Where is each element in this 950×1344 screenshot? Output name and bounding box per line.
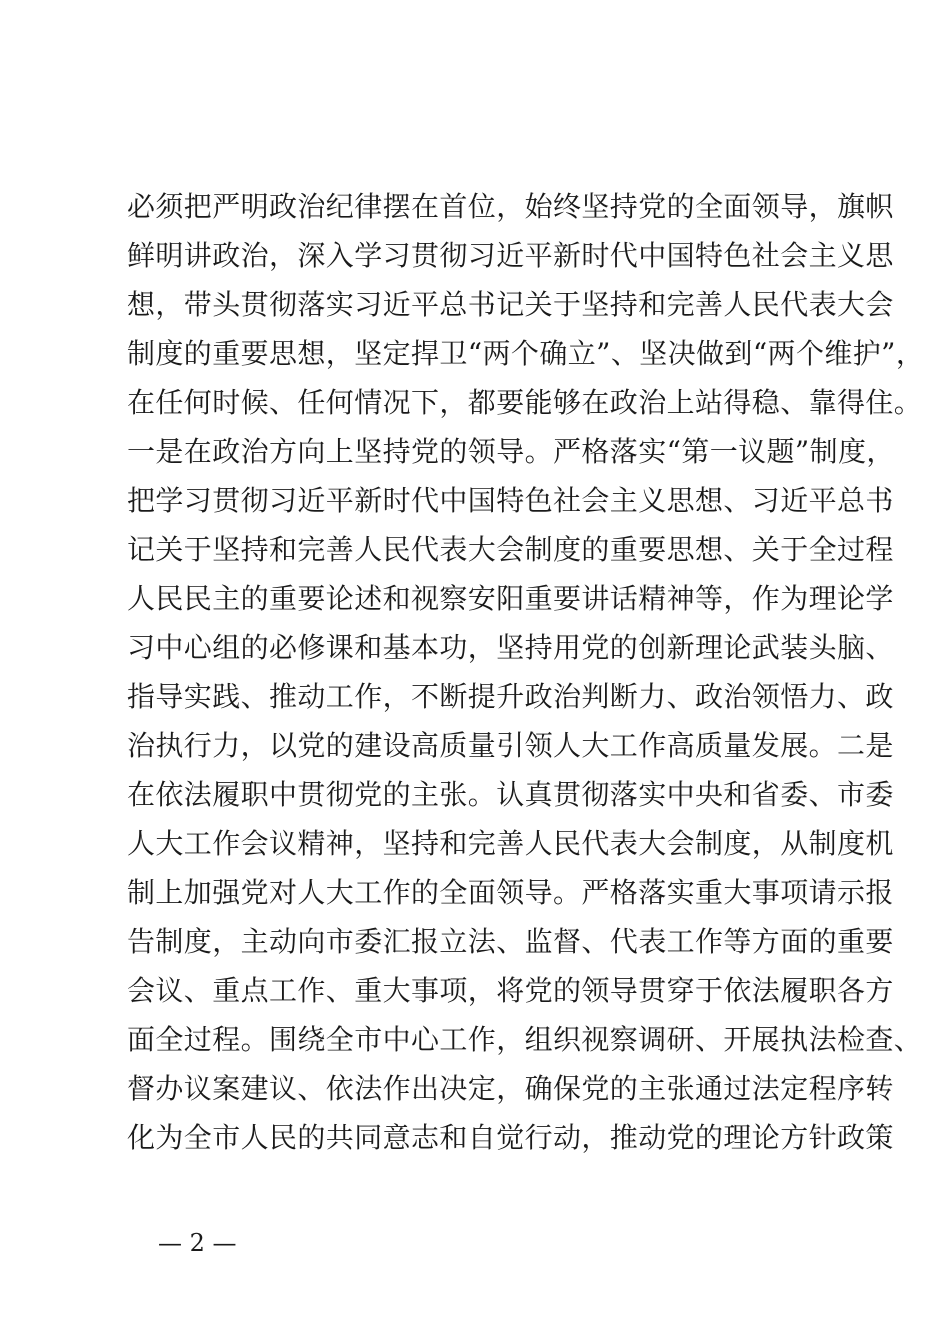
- text-line: 督办议案建议、依法作出决定，确保党的主张通过法定程序转: [127, 1072, 894, 1105]
- text-line: 人大工作会议精神，坚持和完善人民代表大会制度，从制度机: [127, 827, 894, 860]
- text-line: 制上加强党对人大工作的全面领导。严格落实重大事项请示报: [127, 876, 894, 909]
- page-number: — 2 —: [158, 1229, 237, 1257]
- text-line: 把学习贯彻习近平新时代中国特色社会主义思想、习近平总书: [127, 484, 894, 517]
- text-line: 在任何时候、任何情况下，都要能够在政治上站得稳、靠得住。: [127, 386, 923, 419]
- text-line: 面全过程。围绕全市中心工作，组织视察调研、开展执法检查、: [127, 1023, 923, 1056]
- text-line: 必须把严明政治纪律摆在首位，始终坚持党的全面领导，旗帜: [127, 190, 894, 223]
- text-line: 在依法履职中贯彻党的主张。认真贯彻落实中央和省委、市委: [127, 778, 894, 811]
- text-line: 人民民主的重要论述和视察安阳重要讲话精神等，作为理论学: [127, 582, 894, 615]
- text-line: 习中心组的必修课和基本功，坚持用党的创新理论武装头脑、: [127, 631, 894, 664]
- text-line: 鲜明讲政治，深入学习贯彻习近平新时代中国特色社会主义思: [127, 239, 894, 272]
- text-line: 告制度，主动向市委汇报立法、监督、代表工作等方面的重要: [127, 925, 894, 958]
- text-line: 一是在政治方向上坚持党的领导。严格落实“第一议题”制度，: [127, 435, 895, 468]
- text-line: 化为全市人民的共同意志和自觉行动，推动党的理论方针政策: [127, 1121, 894, 1154]
- body-text: [127, 182, 925, 1162]
- text-line: 记关于坚持和完善人民代表大会制度的重要思想、关于全过程: [127, 533, 894, 566]
- text-line: 指导实践、推动工作，不断提升政治判断力、政治领悟力、政: [127, 680, 894, 713]
- text-line: 制度的重要思想，坚定捍卫“两个确立”、坚决做到“两个维护”，: [127, 337, 925, 370]
- text-line: 会议、重点工作、重大事项，将党的领导贯穿于依法履职各方: [127, 974, 894, 1007]
- text-line: 治执行力，以党的建设高质量引领人大工作高质量发展。二是: [127, 729, 894, 762]
- text-line: 想，带头贯彻落实习近平总书记关于坚持和完善人民代表大会: [127, 288, 894, 321]
